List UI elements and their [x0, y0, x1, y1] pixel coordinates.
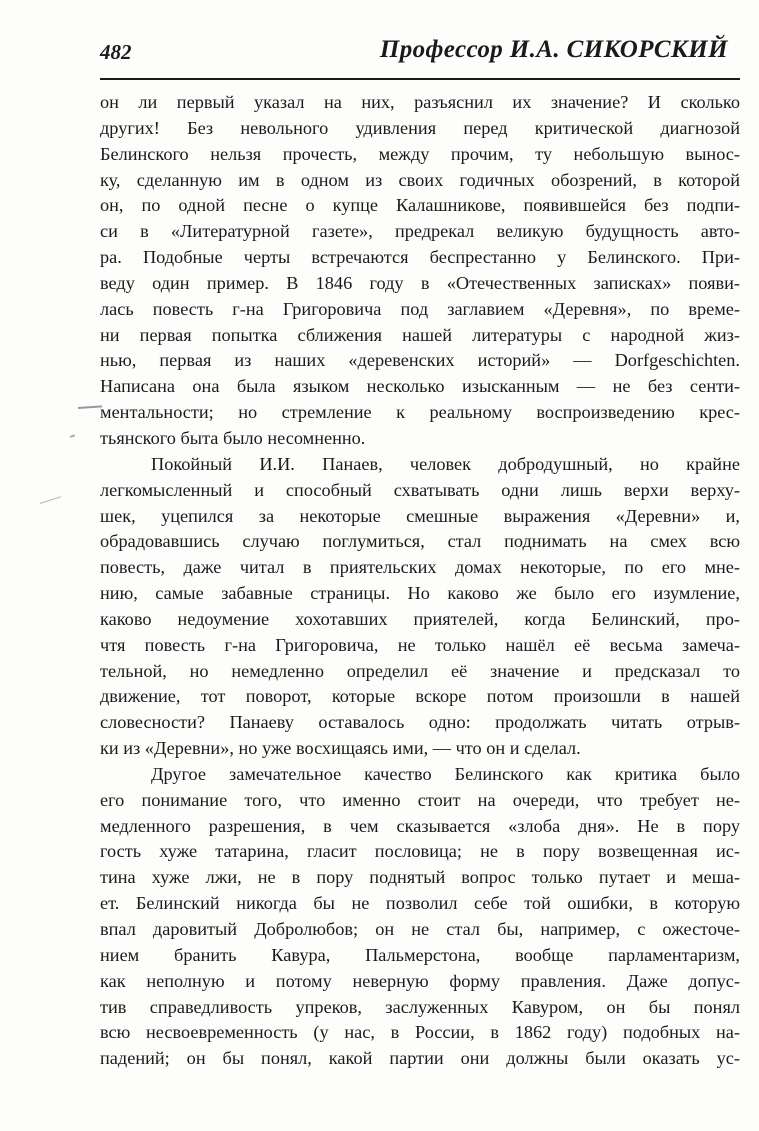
text-line: словесности? Панаеву оставалось одно: продолжать читать отрыв- — [100, 712, 740, 733]
body-text — [100, 90, 740, 1072]
text-line: чтя повесть г-на Григоровича, не только нашёл её весьма замеча- — [100, 634, 740, 655]
text-line: Покойный И.И. Панаев, человек добродушный, но крайне — [151, 453, 740, 474]
text-line: си в «Литературной газете», предрекал великую будущность авто- — [100, 221, 740, 242]
paragraph — [100, 452, 740, 762]
text-line: тив справедливость упреков, заслуженных Кавуром, он бы понял — [100, 996, 740, 1017]
text-line: ки из «Деревни», но уже восхищаясь ими, — что он и сделал. — [100, 738, 581, 759]
header-rule — [100, 78, 740, 80]
paragraph — [100, 90, 740, 452]
text-line: повесть, даже читал в приятельских домах некоторые, по его мне- — [100, 557, 740, 578]
text-line: легкомысленный и способный схватывать одни лишь верхи верху- — [100, 479, 740, 500]
text-line: он, по одной песне о купце Калашникове, появившейся без подпи- — [100, 195, 740, 216]
text-line: ни первая попытка сближения нашей литературы с народной жиз- — [100, 324, 740, 345]
text-line: тьянского быта было несомненно. — [100, 427, 366, 448]
text-line: ра. Подобные черты встречаются беспрестанно у Белинского. При- — [100, 247, 740, 268]
text-line: веду один пример. В 1846 году в «Отечественных записках» появи- — [100, 272, 740, 293]
text-line: шек, уцепился за некоторые смешные выражения «Деревни» и, — [100, 505, 740, 526]
text-line: ку, сделанную им в одном из своих годичных обозрений, в которой — [100, 169, 740, 190]
paragraph — [100, 762, 740, 1072]
text-line: он ли первый указал на них, разъяснил их значение? И сколько — [100, 92, 740, 112]
text-line: Белинского нельзя прочесть, между прочим, ту небольшую вынос- — [100, 143, 740, 164]
text-line: Написана она была языком несколько изысканным — не без сенти- — [100, 376, 740, 397]
text-line: ментальности; но стремление к реальному воспроизведению крес- — [100, 402, 740, 423]
text-line: Другое замечательное качество Белинского как критика было — [151, 763, 740, 784]
text-line: его понимание того, что именно стоит на очереди, что требует не- — [100, 789, 740, 810]
text-line: тина хуже лжи, не в пору поднятый вопрос только путает и меша- — [100, 867, 740, 888]
margin-pencil-mark — [70, 434, 75, 437]
text-line: медленного разрешения, в чем сказывается «злоба дня». Не в пору — [100, 815, 740, 836]
running-title: Профессор И.А. СИКОРСКИЙ — [379, 36, 728, 63]
text-line: всю несвоевременность (у нас, в России, в 1862 году) подобных на- — [100, 1022, 740, 1043]
text-line: нью, первая из наших «деревенских историй» — Dorfgeschichten. — [100, 350, 740, 371]
page-number: 482 — [100, 40, 132, 64]
text-line: гость хуже татарина, гласит пословица; не в пору возвещенная ис- — [100, 841, 740, 862]
text-line: ет. Белинский никогда бы не позволил себе той ошибки, в которую — [100, 893, 740, 914]
text-line: как неполную и потому неверную форму правления. Даже допус- — [100, 970, 740, 991]
page-header — [100, 34, 740, 74]
margin-pencil-mark — [78, 405, 102, 408]
text-line: тельной, но немедленно определил её значение и предсказал то — [100, 660, 740, 681]
text-line: впал даровитый Добролюбов; он не стал бы, например, с ожесточе- — [100, 919, 740, 939]
text-line: нию, самые забавные страницы. Но каково же было его изумление, — [100, 583, 740, 604]
text-line: нием бранить Кавура, Пальмерстона, вообще парламентаризм, — [100, 944, 740, 965]
text-line: обрадовавшись случаю поглумиться, стал поднимать на смех всю — [100, 531, 740, 552]
text-line: движение, тот поворот, которые вскоре потом произошли в нашей — [100, 686, 740, 707]
text-line: падений; он бы понял, какой партии они должны были оказать ус- — [100, 1048, 740, 1069]
text-line: каково недоумение хохотавших приятелей, когда Белинский, про- — [100, 608, 740, 629]
text-line: лась повесть г-на Григоровича под заглавием «Деревня», по време- — [100, 298, 740, 319]
text-line: других! Без невольного удивления перед критической диагнозой — [100, 117, 740, 138]
margin-pencil-mark — [40, 496, 61, 504]
